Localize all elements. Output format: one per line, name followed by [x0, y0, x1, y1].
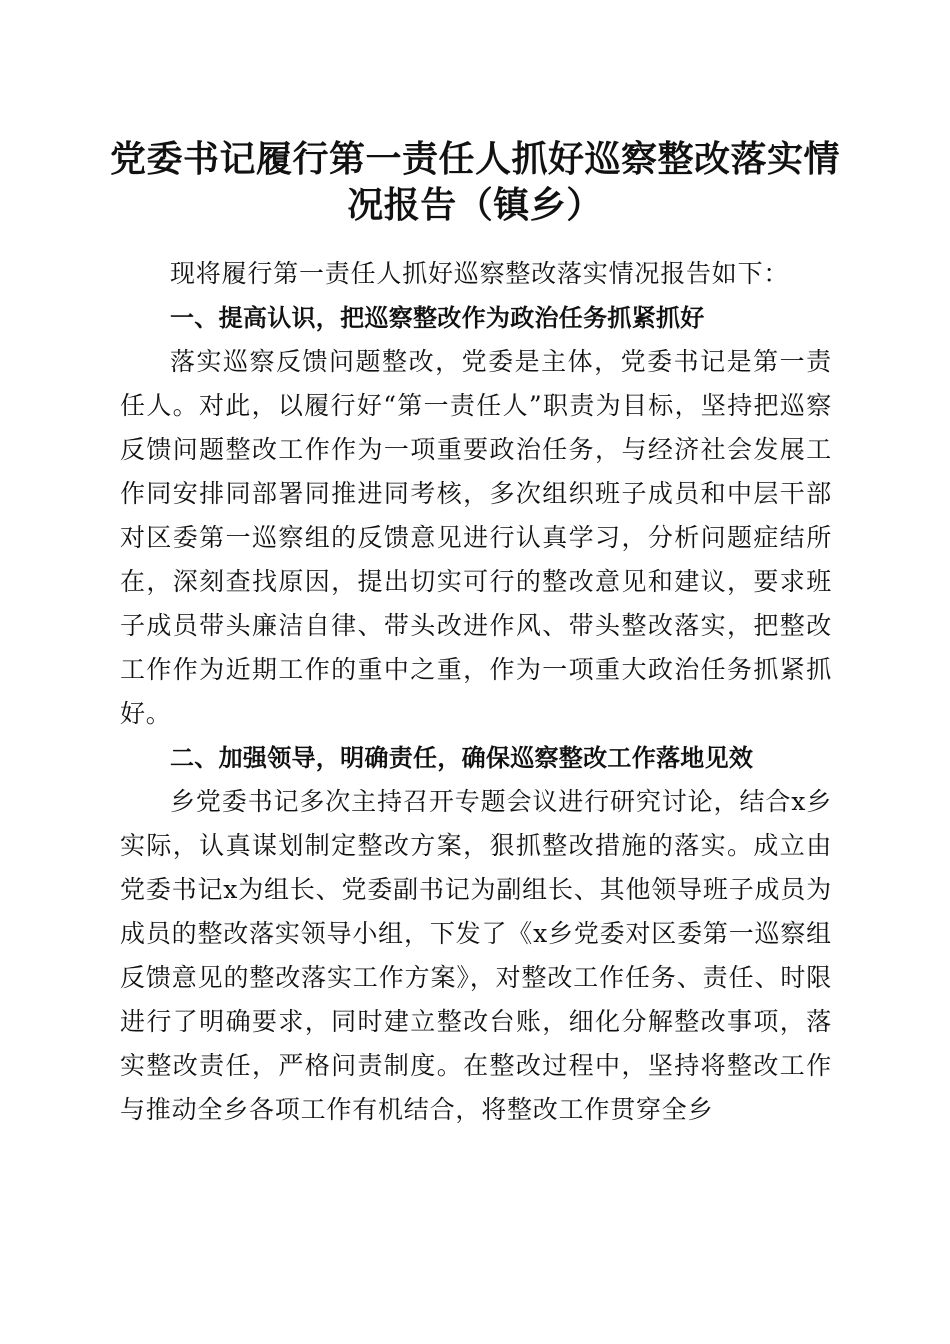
section-2-heading: 二、加强领导，明确责任，确保巡察整改工作落地见效	[170, 744, 754, 772]
document-title-line-2: 况报告（镇乡）	[347, 184, 603, 226]
document-title-line-1: 党委书记履行第一责任人抓好巡察整改落实情	[109, 138, 840, 180]
section-1-paragraph: 落实巡察反馈问题整改，党委是主体，党委书记是第一责任人。对此，以履行好“第一责任人”职责为目标，坚持把巡察反馈问题整改工作作为一项重要政治任务，与经济社会发展工作同安排同部署同推进同考核，多次组织班子成员和中层干部对区委第一巡察组的反馈意见进行认真学习，分析问题症结所在，深刻查找原因，提出切实可行的整改意见和建议，要求班子成员带头廉洁自律、带头改进作风、带头整改落实，把整改工作作为近期工作的重中之重，作为一项重大政治任务抓紧抓好。	[120, 347, 832, 728]
section-1-heading: 一、提高认识，把巡察整改作为政治任务抓紧抓好	[170, 304, 705, 332]
section-2-paragraph: 乡党委书记多次主持召开专题会议进行研究讨论，结合x乡实际，认真谋划制定整改方案，狠抓整改措施的落实。成立由党委书记x为组长、党委副书记为副组长、其他领导班子成员为成员的整改落实领导小组，下发了《x乡党委对区委第一巡察组反馈意见的整改落实工作方案》，对整改工作任务、责任、时限进行了明确要求，同时建立整改台账，细化分解整改事项，落实整改责任，严格问责制度。在整改过程中，坚持将整改工作与推动全乡各项工作有机结合，将整改工作贯穿全乡	[120, 787, 832, 1124]
intro-paragraph: 现将履行第一责任人抓好巡察整改落实情况报告如下：	[170, 259, 790, 288]
document-body	[120, 252, 832, 1132]
